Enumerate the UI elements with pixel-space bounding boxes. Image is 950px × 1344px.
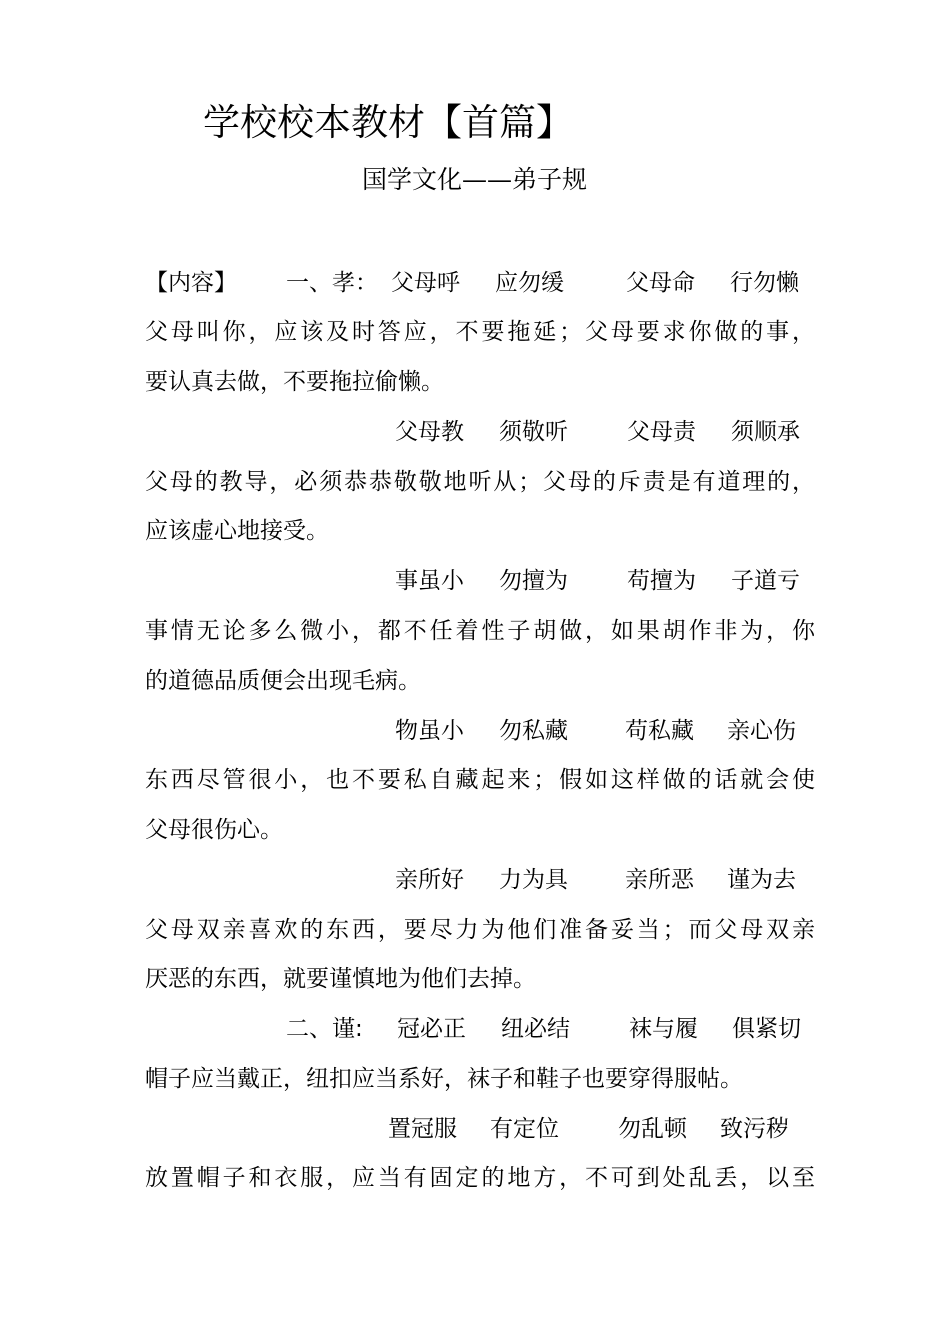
verse-part: 亲心伤 [727, 718, 796, 744]
verse-part: 须顺承 [731, 419, 800, 445]
verse-part: 勿乱顿 [618, 1116, 687, 1142]
verse-part: 冠必正 [397, 1016, 466, 1042]
verse-part: 力为具 [499, 867, 568, 893]
explanation-line: 厌恶的东西，就要谨慎地为他们去掉。 [145, 966, 536, 992]
explanation-line: 要认真去做，不要拖拉偷懒。 [145, 369, 444, 395]
verse-part: 应勿缓 [495, 270, 564, 296]
explanation-line: 事情无论多么微小，都不任着性子胡做，如果胡作非为，你 [145, 618, 815, 644]
verse-part: 须敬听 [499, 419, 568, 445]
verse-part: 亲所好 [395, 867, 464, 893]
verse-part: 亲所恶 [625, 867, 694, 893]
verse-part: 勿私藏 [499, 718, 568, 744]
verse-part: 纽必结 [501, 1016, 570, 1042]
explanation-line: 帽子应当戴正，纽扣应当系好，袜子和鞋子也要穿得服帖。 [145, 1066, 743, 1092]
verse-part: 致污秽 [720, 1116, 789, 1142]
verse-part: 置冠服 [388, 1116, 457, 1142]
verse-part: 勿擅为 [499, 568, 568, 594]
explanation-line: 东西尽管很小，也不要私自藏起来；假如这样做的话就会使 [145, 767, 815, 793]
explanation-line: 父母双亲喜欢的东西，要尽力为他们准备妥当；而父母双亲 [145, 917, 815, 943]
verse-part: 苟擅为 [627, 568, 696, 594]
content-label: 【内容】 [145, 270, 237, 296]
document-subtitle: 国学文化——弟子规 [362, 165, 588, 194]
explanation-line: 父母叫你，应该及时答应，不要拖延；父母要求你做的事， [145, 319, 815, 345]
verse-part: 苟私藏 [625, 718, 694, 744]
explanation-line: 父母很伤心。 [145, 817, 283, 843]
verse-part: 行勿懒 [730, 270, 799, 296]
explanation-line: 放置帽子和衣服，应当有固定的地方，不可到处乱丢，以至 [145, 1165, 815, 1191]
verse-part: 俱紧切 [732, 1016, 801, 1042]
verse-part: 父母命 [626, 270, 695, 296]
verse-part: 谨为去 [727, 867, 796, 893]
verse-part: 有定位 [490, 1116, 559, 1142]
verse-part: 事虽小 [395, 568, 464, 594]
section-heading: 二、谨: [286, 1016, 363, 1042]
verse-part: 子道亏 [731, 568, 800, 594]
explanation-line: 应该虚心地接受。 [145, 518, 329, 544]
section-heading: 一、孝： [286, 270, 378, 296]
verse-part: 袜与履 [629, 1016, 698, 1042]
verse-part: 父母责 [627, 419, 696, 445]
verse-part: 父母教 [395, 419, 464, 445]
verse-part: 物虽小 [395, 718, 464, 744]
document-title: 学校校本教材【首篇】 [203, 101, 573, 144]
explanation-line: 父母的教导，必须恭恭敬敬地听从；父母的斥责是有道理的， [145, 469, 815, 495]
explanation-line: 的道德品质便会出现毛病。 [145, 668, 421, 694]
verse-part: 父母呼 [391, 270, 460, 296]
